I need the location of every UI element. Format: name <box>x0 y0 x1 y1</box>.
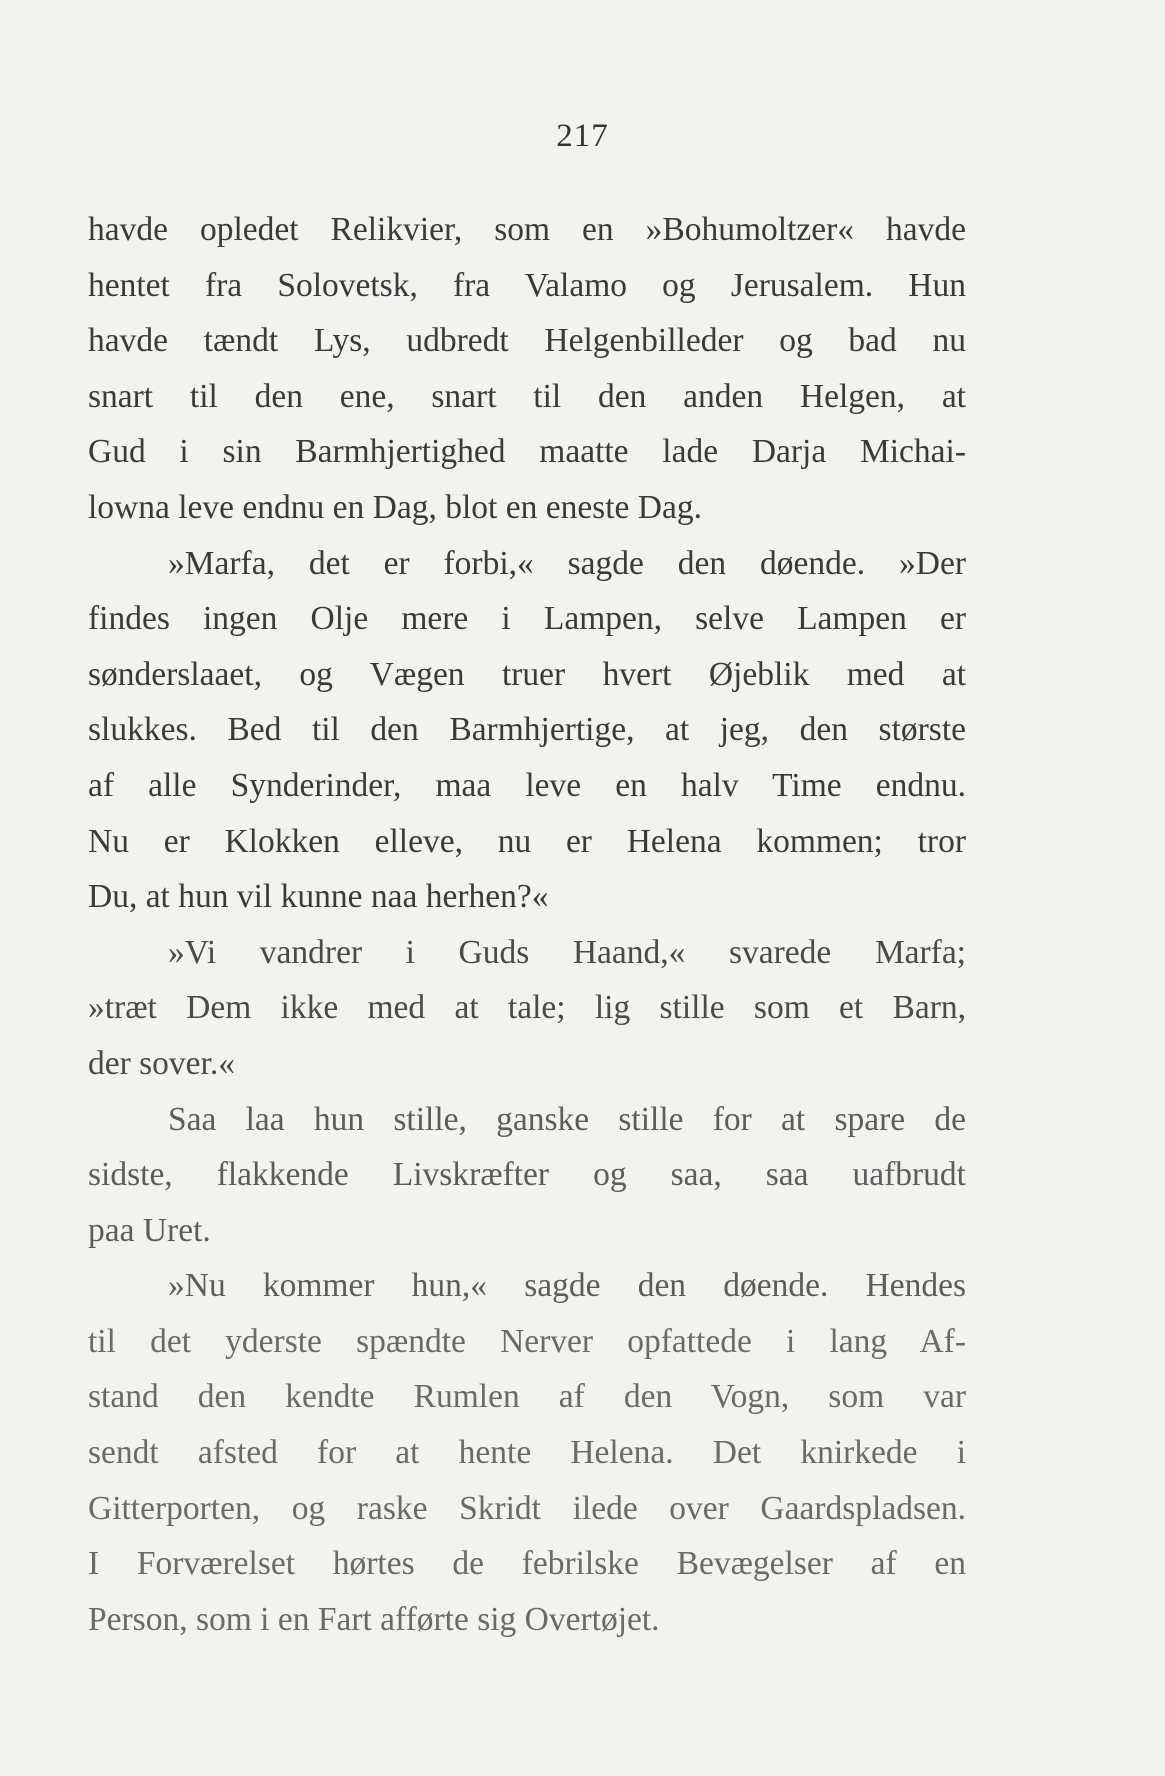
text-line: havde opledet Relikvier, som en »Bohumoltzer« havde <box>88 211 966 248</box>
text-line: »Marfa, det er forbi,« sagde den døende. »Der <box>168 544 966 582</box>
text-line: der sover.« <box>88 1044 235 1082</box>
text-line: sønderslaaet, og Vægen truer hvert Øjeblik med at <box>88 655 966 693</box>
text-line: I Forværelset hørtes de febrilske Bevægelser af en <box>88 1545 966 1583</box>
text-line: lowna leve endnu en Dag, blot en eneste Dag. <box>88 488 702 526</box>
page-number: 217 <box>556 118 609 154</box>
text-line: »Nu kommer hun,« sagde den døende. Hendes <box>168 1267 966 1305</box>
text-line: Gitterporten, og raske Skridt ilede over Gaardspladsen. <box>88 1489 966 1527</box>
text-line: sidste, flakkende Livskræfter og saa, saa uafbrudt <box>88 1156 966 1194</box>
text-line: Person, som i en Fart afførte sig Overtøjet. <box>88 1600 660 1638</box>
text-line: Nu er Klokken elleve, nu er Helena kommen; tror <box>88 822 966 860</box>
text-line: af alle Synderinder, maa leve en halv Time endnu. <box>88 766 966 804</box>
text-line: Gud i sin Barmhjertighed maatte lade Darja Michai- <box>88 433 966 471</box>
text-line: havde tændt Lys, udbredt Helgenbilleder og bad nu <box>88 322 966 360</box>
text-line: hentet fra Solovetsk, fra Valamo og Jerusalem. Hun <box>88 266 966 304</box>
text-line: sendt afsted for at hente Helena. Det knirkede i <box>88 1434 966 1472</box>
text-line: snart til den ene, snart til den anden Helgen, at <box>88 377 966 415</box>
text-line: slukkes. Bed til den Barmhjertige, at jeg, den største <box>88 711 966 749</box>
text-line: til det yderste spændte Nerver opfattede i lang Af- <box>88 1322 966 1360</box>
text-line: »træt Dem ikke med at tale; lig stille som et Barn, <box>88 989 966 1027</box>
text-line: »Vi vandrer i Guds Haand,« svarede Marfa; <box>168 933 966 971</box>
text-line: paa Uret. <box>88 1211 211 1249</box>
text-line: findes ingen Olje mere i Lampen, selve Lampen er <box>88 600 966 638</box>
text-line: Saa laa hun stille, ganske stille for at spare de <box>168 1100 966 1138</box>
body-text <box>88 202 966 1647</box>
text-line: Du, at hun vil kunne naa herhen?« <box>88 878 549 916</box>
text-line: stand den kendte Rumlen af den Vogn, som var <box>88 1378 966 1416</box>
